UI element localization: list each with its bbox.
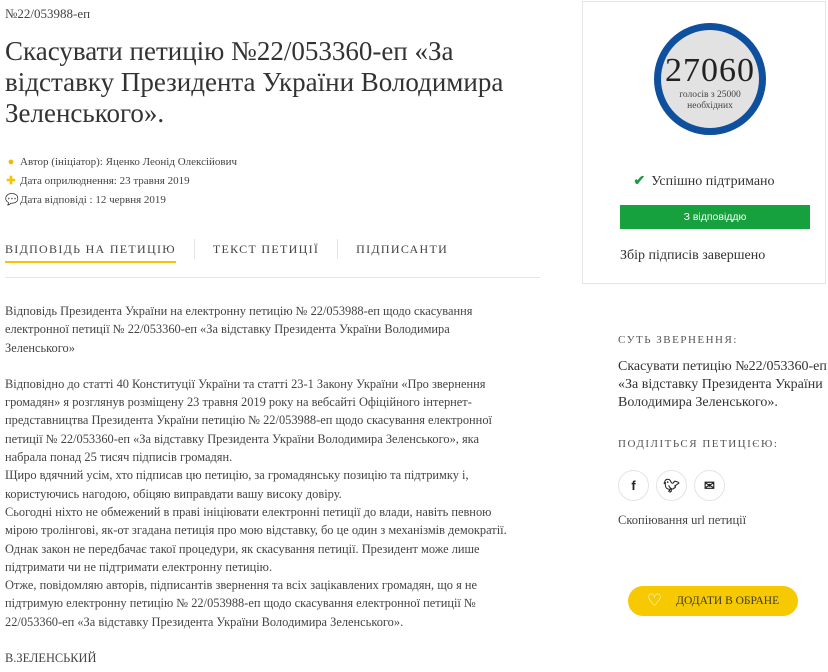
answer-line: Відповідь Президента України на електронну петицію № 22/053988-еп щодо скасування: [5, 304, 473, 318]
user-icon: ●: [7, 155, 15, 168]
votes-caption-line: голосів з 25000: [679, 90, 741, 100]
answer-line: користуючись нагодою, обіцяю виправдати вашу високу довіру.: [5, 486, 342, 501]
votes-caption-line: необхідних: [687, 101, 733, 111]
votes-caption: [661, 90, 759, 112]
supported-status: [583, 173, 825, 190]
petition-number: №22/053988-еп: [5, 6, 91, 21]
email-share-button[interactable]: [694, 470, 725, 501]
author-text: Автор (ініціатор): Яценко Леонід Олексійович: [20, 155, 238, 168]
answer-line: Сьогодні ніхто не обмежений в праві ініціювати електронні петиції до влади, навіть певною: [5, 504, 492, 519]
share-label: ПОДІЛІТЬСЯ ПЕТИЦІЄЮ:: [618, 438, 779, 450]
twitter-icon: 🐦︎: [663, 477, 680, 493]
plus-icon: ✚: [6, 175, 16, 187]
envelope-icon: ✉: [704, 477, 715, 493]
answer-line: громадян» я розглянув розміщену 23 травня 2019 року на вебсайті Офіційного інтернет-: [5, 395, 472, 410]
check-icon: ✔: [633, 174, 646, 189]
tab-signers[interactable]: ПІДПИСАНТИ: [356, 242, 449, 256]
petition-meta: [5, 152, 237, 209]
answer-line: набрала понад 25 тисяч підписів громадян.: [5, 450, 233, 465]
votes-counter: [654, 23, 766, 135]
status-card: [582, 1, 826, 284]
essence-label: СУТЬ ЗВЕРНЕННЯ:: [618, 334, 738, 346]
answer-line: підтримати чи не підтримати електронну петицію.: [5, 559, 273, 574]
meta-answered: [5, 190, 237, 209]
answer-line: Зеленського»: [5, 340, 75, 355]
answer-line: Однак закон не передбачає такої процедури, як скасування петиції. Президент може лише: [5, 541, 480, 556]
facebook-icon: f: [631, 478, 636, 493]
essence-line: Скасувати петицію №22/053360-еп: [618, 359, 827, 374]
published-text: Дата оприлюднення: 23 травня 2019: [20, 174, 190, 187]
tab-answer[interactable]: ВІДПОВІДЬ НА ПЕТИЦІЮ: [5, 242, 176, 263]
answer-line: представництва Президента України петицію № 22/053988-еп щодо скасування електронної: [5, 413, 492, 428]
answer-line: Отже, повідомляю авторів, підписантів звернення та всіх зацікавлених громадян, що я не: [5, 578, 478, 593]
twitter-share-button[interactable]: [656, 470, 687, 501]
answer-intro: [5, 302, 545, 357]
answer-line: Відповідно до статті 40 Конституції України та статті 23-1 Закону України «Про звернення: [5, 376, 486, 391]
facebook-share-button[interactable]: [618, 470, 649, 501]
share-buttons: [618, 470, 725, 501]
copy-url-link[interactable]: Скопіювання url петиції: [618, 513, 747, 527]
meta-author: [5, 152, 237, 171]
collection-status: Збір підписів завершено: [620, 248, 766, 263]
answer-line: Щиро вдячний усім, хто підписав цю петицію, за громадянську позицію та підтримку і,: [5, 468, 469, 483]
answer-line: електронної петиції № 22/053360-еп «За відставку Президента України Володимира: [5, 322, 450, 337]
answer-line: 22/053360-еп «За відставку Президента України Володимира Зеленського».: [5, 614, 404, 629]
answer-line: петиції № 22/053360-еп «За відставку Президента України Володимира Зеленського», яка: [5, 431, 480, 446]
meta-published: [5, 171, 237, 190]
answer-line: мірою тролінгові, як-от згадана петиція про мою відставку, бо це один з механізмів демократії.: [5, 523, 507, 538]
essence-line: Володимира Зеленського».: [618, 395, 778, 410]
tab-divider: [194, 239, 195, 259]
tab-divider: [337, 239, 338, 259]
tab-petition-text[interactable]: ТЕКСТ ПЕТИЦІЇ: [212, 242, 320, 256]
signature: В.ЗЕЛЕНСЬКИЙ: [5, 651, 97, 666]
answered-text: Дата відповіді : 12 червня 2019: [20, 193, 166, 206]
add-to-favorites-button[interactable]: [628, 586, 798, 616]
answer-line: підтримую електронну петицію № 22/053988-еп щодо скасування електронної петиції №: [5, 596, 476, 611]
divider: [5, 277, 540, 278]
answer-body: [5, 375, 545, 631]
favorite-label: ДОДАТИ В ОБРАНЕ: [676, 595, 780, 607]
petition-tabs: [5, 242, 448, 263]
heart-icon: ♡: [646, 591, 663, 610]
votes-count: 27060: [665, 52, 755, 89]
answer-text: [5, 302, 545, 667]
answered-badge: З відповіддю: [620, 205, 810, 229]
supported-text: Успішно підтримано: [651, 174, 775, 189]
comment-icon: 💬: [5, 194, 19, 206]
page-title: Скасувати петицію №22/053360-еп «За відставку Президента України Володимира Зеленського».: [5, 36, 504, 128]
essence-line: «За відставку Президента України: [618, 377, 823, 392]
essence-text: [618, 358, 828, 412]
